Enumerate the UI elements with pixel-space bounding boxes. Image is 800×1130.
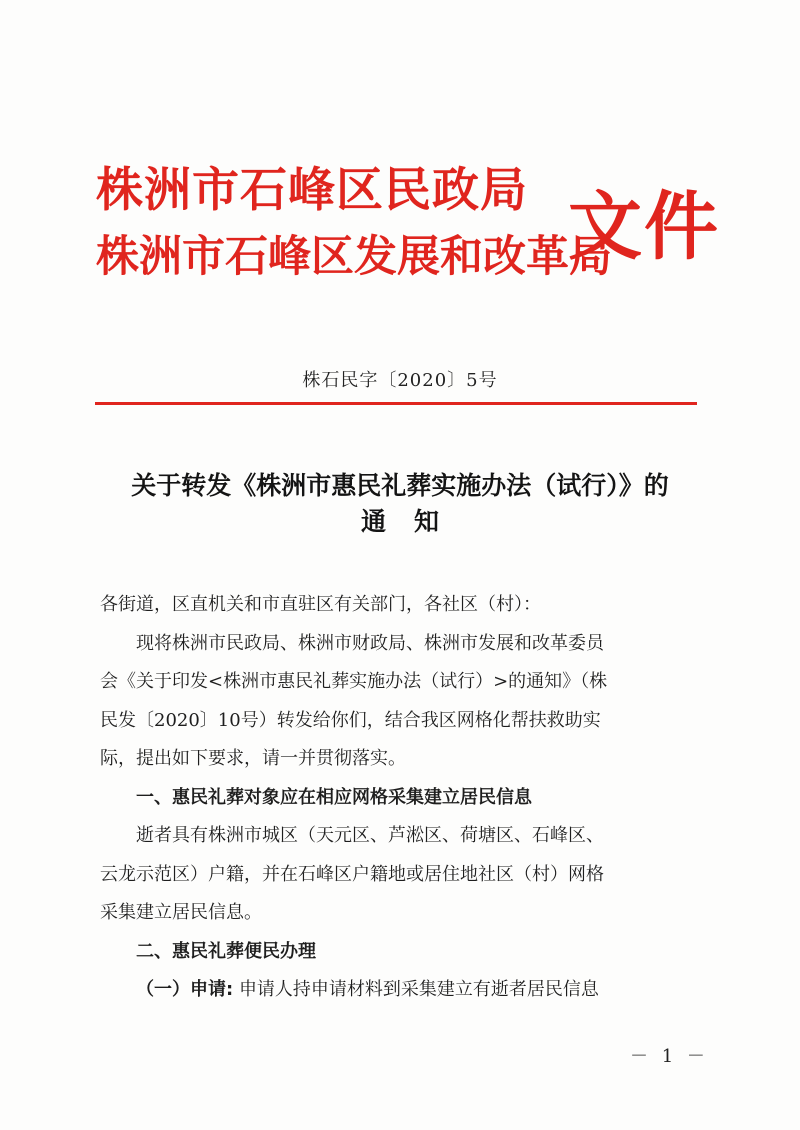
document-number: 株石民字〔2020〕5号 bbox=[302, 370, 498, 391]
subsection-1-label: （一）申请: bbox=[136, 979, 234, 1000]
paragraph-2-line-3: 采集建立居民信息。 bbox=[100, 902, 262, 923]
issuer-block bbox=[96, 158, 612, 290]
subsection-1 bbox=[100, 971, 700, 1010]
section-heading-2: 二、惠民礼葬便民办理 bbox=[136, 940, 316, 962]
paragraph-1-line-3: 民发〔2020〕10号）转发给你们，结合我区网格化帮扶救助实 bbox=[100, 709, 601, 731]
paragraph-2-line-2: 云龙示范区）户籍，并在石峰区户籍地或居住地社区（村）网格 bbox=[100, 863, 604, 885]
title-line-2: 通知 bbox=[360, 507, 467, 536]
paragraph-2-line-1: 逝者具有株洲市城区（天元区、芦淞区、荷塘区、石峰区、 bbox=[136, 825, 604, 846]
document-body bbox=[100, 586, 700, 1010]
subsection-1-text: 申请人持申请材料到采集建立有逝者居民信息 bbox=[238, 979, 599, 1000]
paragraph-1-line-2: 会《关于印发<株洲市惠民礼葬实施办法（试行）>的通知》（株 bbox=[100, 671, 608, 692]
paragraph-1-line-1: 现将株洲市民政局、株洲市财政局、株洲市发展和改革委员 bbox=[136, 632, 604, 654]
issuer-line-2: 株洲市石峰区发展和改革局 bbox=[96, 232, 612, 282]
salutation: 各街道，区直机关和市直驻区有关部门，各社区（村）： bbox=[100, 594, 541, 615]
document-type-word: 文件 bbox=[568, 184, 720, 270]
issuer-line-1: 株洲市石峰区民政局 bbox=[96, 163, 528, 218]
page-number: － 1 － bbox=[630, 1046, 709, 1067]
red-separator-line bbox=[95, 402, 697, 405]
document-title bbox=[0, 468, 800, 540]
title-line-1: 关于转发《株洲市惠民礼葬实施办法（试行）》的 bbox=[131, 471, 669, 500]
section-heading-1: 一、惠民礼葬对象应在相应网格采集建立居民信息 bbox=[136, 786, 532, 808]
paragraph-1-line-4: 际，提出如下要求，请一并贯彻落实。 bbox=[100, 748, 406, 769]
